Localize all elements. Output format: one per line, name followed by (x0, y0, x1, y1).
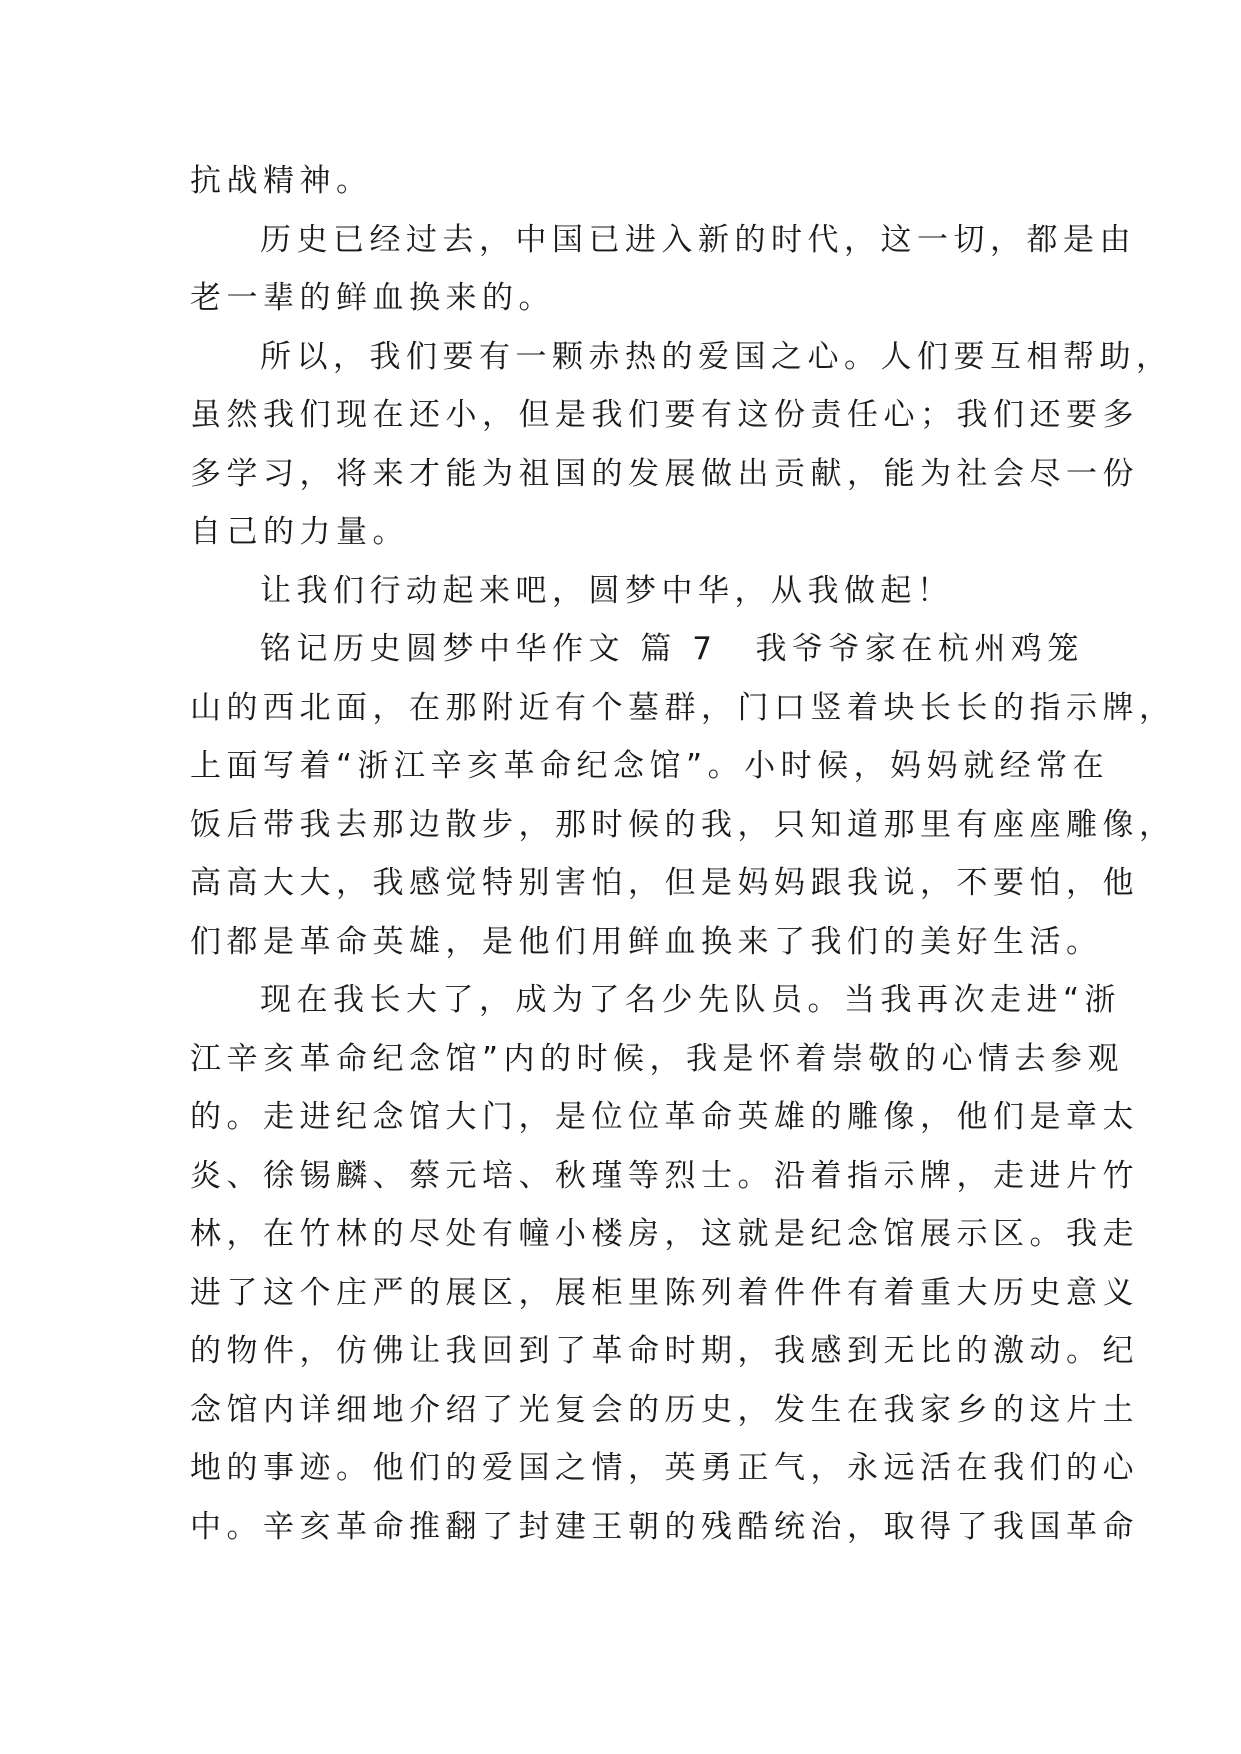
paragraph-line: 高高大大，我感觉特别害怕，但是妈妈跟我说，不要怕，他 (190, 865, 1139, 901)
section-heading: 铭记历史圆梦中华作文 篇 7 (260, 631, 718, 667)
paragraph-line: 现在我长大了，成为了名少先队员。当我再次走进“浙 (260, 982, 1122, 1018)
paragraph-line: 老一辈的鲜血换来的。 (190, 280, 555, 316)
paragraph-line: 上面写着“浙江辛亥革命纪念馆”。小时候，妈妈就经常在 (190, 748, 1110, 784)
paragraph-line: 的物件，仿佛让我回到了革命时期，我感到无比的激动。纪 (190, 1333, 1139, 1369)
paragraph-line: 中。辛亥革命推翻了封建王朝的残酷统治，取得了我国革命 (190, 1508, 1139, 1545)
paragraph-line-start: 我爷爷家在杭州鸡笼 (755, 631, 1084, 667)
paragraph-line: 林，在竹林的尽处有幢小楼房，这就是纪念馆展示区。我走 (190, 1216, 1139, 1252)
paragraph-line: 们都是革命英雄，是他们用鲜血换来了我们的美好生活。 (190, 923, 1103, 960)
paragraph-line: 历史已经过去，中国已进入新的时代，这一切，都是由 (260, 221, 1136, 258)
paragraph-line: 念馆内详细地介绍了光复会的历史，发生在我家乡的这片土 (190, 1391, 1139, 1428)
paragraph-line: 炎、徐锡麟、蔡元培、秋瑾等烈士。沿着指示牌，走进片竹 (190, 1157, 1139, 1194)
paragraph-line: 所以，我们要有一颗赤热的爱国之心。人们要互相帮助， (260, 338, 1173, 375)
section-heading-line (190, 620, 1084, 679)
paragraph-line: 让我们行动起来吧，圆梦中华，从我做起！ (260, 572, 954, 609)
paragraph-line: 的。走进纪念馆大门，是位位革命英雄的雕像，他们是章太 (190, 1099, 1139, 1135)
paragraph-line: 自己的力量。 (190, 514, 409, 550)
paragraph-line: 虽然我们现在还小，但是我们要有这份责任心；我们还要多 (190, 397, 1139, 433)
paragraph-line: 饭后带我去那边散步，那时候的我，只知道那里有座座雕像， (190, 806, 1176, 843)
essay-body (190, 152, 1176, 1556)
paragraph-line: 进了这个庄严的展区，展柜里陈列着件件有着重大历史意义 (190, 1274, 1139, 1311)
paragraph-line: 多学习，将来才能为祖国的发展做出贡献，能为社会尽一份 (190, 455, 1139, 492)
paragraph-line: 江辛亥革命纪念馆”内的时候，我是怀着崇敬的心情去参观 (190, 1040, 1125, 1077)
paragraph-line: 山的西北面，在那附近有个墓群，门口竖着块长长的指示牌， (190, 689, 1176, 726)
paragraph-line: 抗战精神。 (190, 163, 373, 199)
paragraph-line: 地的事迹。他们的爱国之情，英勇正气，永远活在我们的心 (190, 1450, 1139, 1486)
